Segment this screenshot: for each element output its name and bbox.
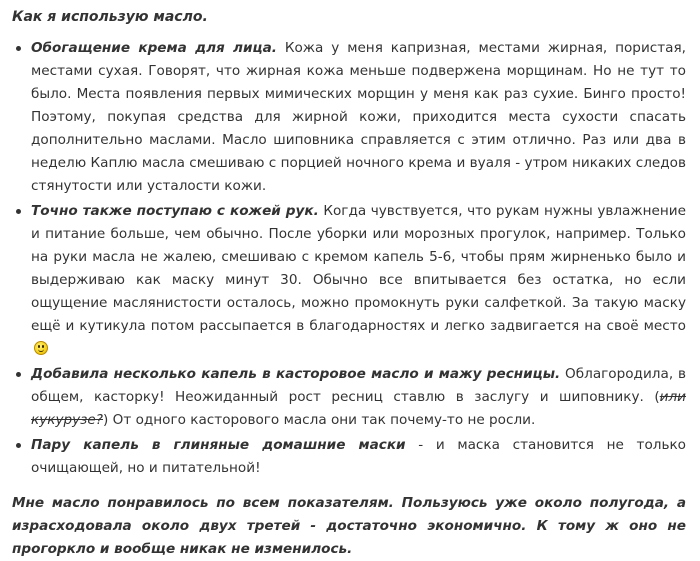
item-lead: Добавила несколько капель в касторовое масло и мажу ресницы. xyxy=(31,366,561,382)
list-item xyxy=(12,200,686,361)
item-text: Кожа у меня капризная, местами жирная, пористая, местами сухая. Говорят, что жирная кожа меньше подвержена морщинам. Но не тут то было. Места появления первых мимических морщин у меня как раз сухие. Бинго просто! Поэтому, покупая средства для жирной кожи, приходится места сухости спасать дополнительно маслами. Масло шиповника справляется с этим отлично. Раз или два в неделю Каплю масла смешиваю с порцией ночного крема и вуаля - утром никаких следов стянутости или усталости кожи. xyxy=(31,40,686,194)
item-lead: Пару капель в глиняные домашние маски xyxy=(31,437,406,453)
item-lead: Обогащение крема для лица. xyxy=(31,40,277,56)
item-lead: Точно также поступаю с кожей рук. xyxy=(31,203,319,219)
item-text: - и маска становится не только очищающей, но и питательной! xyxy=(31,437,686,476)
conclusion-paragraph: Мне масло понравилось по всем показателям. Пользуюсь уже около полугода, а израсходовала около двух третей - достаточно экономично. К тому ж оно не прогоркло и вообще никак не изменилось. xyxy=(12,495,686,557)
struck-text: или кукурузе? xyxy=(31,389,686,428)
smiley-icon xyxy=(34,341,48,355)
bullet-icon xyxy=(16,372,21,377)
section-heading: Как я использую масло. xyxy=(12,9,208,25)
item-text: ) От одного касторового масла они так почему-то не росли. xyxy=(103,412,536,428)
list-item xyxy=(12,363,686,432)
bullet-icon xyxy=(16,443,21,448)
usage-list xyxy=(12,37,686,480)
item-text: Когда чувствуется, что рукам нужны увлажнение и питание больше, чем обычно. После уборки или морозных прогулок, например. Только на руки масла не жалею, смешиваю с кремом капель 5-6, чтобы прям жирненько было и выдерживаю как маску минут 30. Обычно все впитывается без остатка, но если ощущение маслянистости осталось, можно промокнуть руки салфеткой. За такую маску ещё и кутикула потом рассыпается в благодарностях и легко задвигается на своё место xyxy=(31,203,686,334)
list-item xyxy=(12,434,686,480)
bullet-icon xyxy=(16,209,21,214)
list-item xyxy=(12,37,686,198)
item-text: Облагородила, в общем, касторку! Неожиданный рост ресниц ставлю в заслугу и шиповнику. ( xyxy=(31,366,686,405)
bullet-icon xyxy=(16,46,21,51)
